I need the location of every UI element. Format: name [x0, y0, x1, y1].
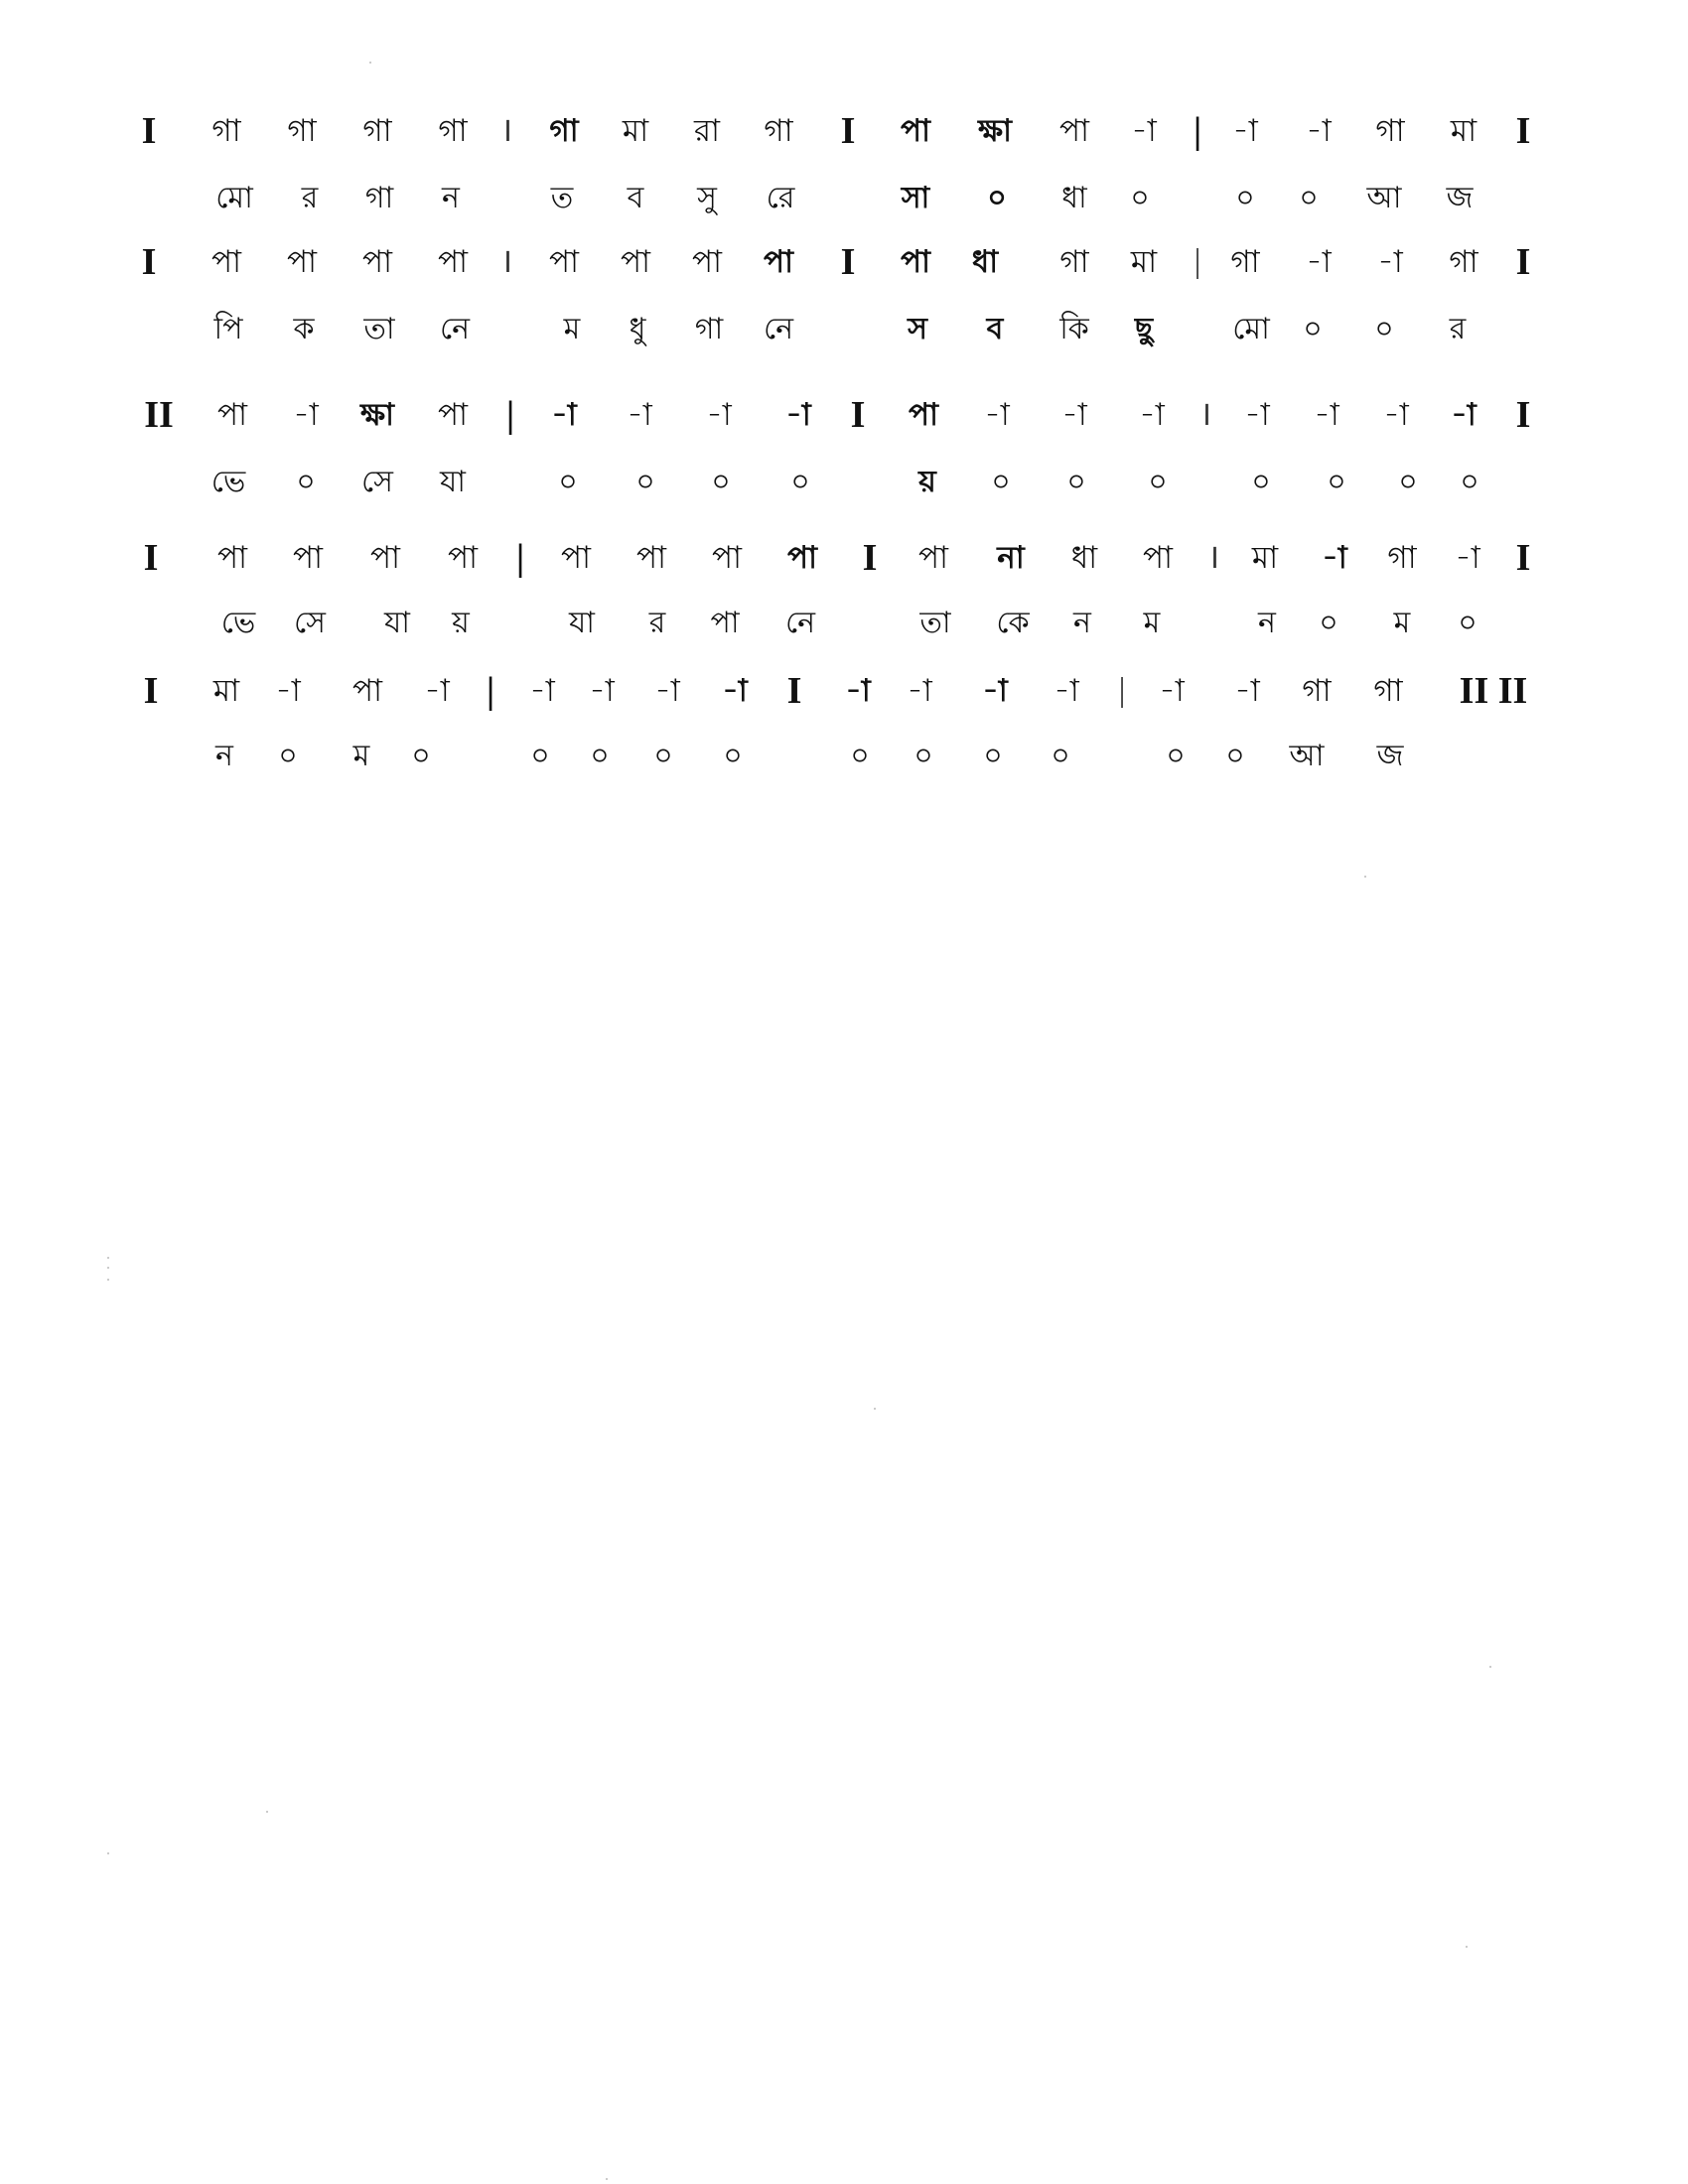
- lyric-syllable: ০: [1051, 739, 1070, 773]
- note: পা: [292, 540, 324, 576]
- note: গা: [1302, 673, 1332, 709]
- lyric-syllable: ০: [558, 465, 578, 499]
- lyric-syllable: ভে: [211, 465, 246, 499]
- note: -া: [293, 397, 319, 433]
- scan-speck: [1489, 1666, 1491, 1668]
- note: ধা: [1070, 540, 1098, 576]
- lyric-syllable: ০: [790, 465, 810, 499]
- note: -া: [1451, 397, 1477, 433]
- lyric-syllable: ০: [1458, 606, 1477, 640]
- note: গা: [362, 113, 392, 149]
- notation-row-4-lyrics: [0, 602, 1688, 645]
- lyric-syllable: স: [908, 312, 927, 346]
- note: -া: [982, 673, 1008, 709]
- note: পা: [361, 244, 393, 280]
- note: গা: [1449, 244, 1478, 280]
- lyric-syllable: য়: [918, 465, 936, 499]
- lyric-syllable: ০: [711, 465, 731, 499]
- note: গা: [1059, 244, 1089, 280]
- notation-row-1-lyrics: [0, 177, 1688, 220]
- lyric-syllable: কে: [996, 606, 1030, 640]
- lyric-syllable: গা: [694, 312, 724, 346]
- note: -া: [1131, 113, 1157, 149]
- beat-separator: ।: [1206, 539, 1220, 576]
- note: গা: [211, 113, 241, 149]
- lyric-syllable: ০: [411, 739, 431, 773]
- note: ক্ষা: [977, 113, 1013, 149]
- lyric-syllable: গা: [364, 181, 394, 215]
- note: -া: [706, 397, 732, 433]
- note: পা: [908, 397, 939, 433]
- scan-speck: [107, 1267, 109, 1269]
- end-barline: II II: [1459, 670, 1528, 712]
- beat-separator: |: [1194, 243, 1201, 280]
- lyric-syllable: সা: [901, 181, 930, 215]
- scan-speck: [1466, 1946, 1468, 1948]
- note: পা: [352, 673, 383, 709]
- lyric-syllable: ০: [1130, 181, 1150, 215]
- lyric-syllable: ০: [1066, 465, 1086, 499]
- note: পা: [211, 244, 242, 280]
- note: পা: [786, 540, 818, 576]
- lyric-syllable: ধা: [1061, 181, 1087, 215]
- beat-separator: ।: [499, 112, 513, 149]
- lyric-syllable: জ: [1446, 181, 1474, 215]
- note: পা: [437, 397, 469, 433]
- lyric-syllable: র: [648, 606, 666, 640]
- lyric-syllable: আ: [1289, 739, 1325, 773]
- lyric-syllable: যা: [384, 606, 410, 640]
- lyric-syllable: নে: [763, 312, 794, 346]
- lyric-syllable: ০: [850, 739, 870, 773]
- lyric-syllable: ম: [1393, 606, 1411, 640]
- lyric-syllable: ০: [914, 739, 933, 773]
- lyric-syllable: ০: [1319, 606, 1338, 640]
- lyric-syllable: কি: [1059, 312, 1089, 346]
- note: পা: [286, 244, 318, 280]
- lyric-syllable: ০: [1148, 465, 1168, 499]
- notation-row-5-notes: [0, 669, 1688, 713]
- lyric-syllable: পা: [710, 606, 740, 640]
- note: পা: [635, 540, 667, 576]
- beat-separator: |: [1118, 672, 1126, 709]
- barline: I: [1515, 241, 1531, 283]
- lyric-syllable: ০: [723, 739, 743, 773]
- note: পা: [1142, 540, 1174, 576]
- notation-row-1-notes: [0, 109, 1688, 153]
- note: -া: [984, 397, 1010, 433]
- note: মা: [1251, 540, 1279, 576]
- note: -া: [424, 673, 450, 709]
- notation-row-5-lyrics: [0, 735, 1688, 778]
- lyric-syllable: মো: [215, 181, 253, 215]
- beat-separator: |: [505, 394, 515, 436]
- lyric-syllable: ০: [991, 465, 1011, 499]
- lyric-syllable: ০: [1460, 465, 1479, 499]
- note: -া: [785, 397, 811, 433]
- note: পা: [548, 244, 580, 280]
- lyric-syllable: ০: [1303, 312, 1323, 346]
- note: পা: [560, 540, 592, 576]
- note: পা: [711, 540, 743, 576]
- note: গা: [549, 113, 579, 149]
- note: -া: [1159, 673, 1185, 709]
- note: পা: [437, 244, 469, 280]
- lyric-syllable: ন: [1073, 606, 1091, 640]
- notation-row-2-lyrics: [0, 308, 1688, 351]
- lyric-syllable: ব: [986, 312, 1004, 346]
- lyric-syllable: ০: [1299, 181, 1319, 215]
- lyric-syllable: তা: [363, 312, 395, 346]
- note: -া: [275, 673, 301, 709]
- note: -া: [1306, 244, 1332, 280]
- note: -া: [1054, 673, 1079, 709]
- lyric-syllable: ০: [635, 465, 655, 499]
- lyric-syllable: তা: [919, 606, 951, 640]
- lyric-syllable: রে: [766, 181, 795, 215]
- barline: I: [840, 241, 856, 283]
- lyric-syllable: ০: [1251, 465, 1271, 499]
- notation-row-3-notes: [0, 393, 1688, 437]
- lyric-syllable: ভে: [220, 606, 256, 640]
- note: পা: [900, 113, 931, 149]
- note: গা: [1373, 673, 1403, 709]
- note: পা: [763, 244, 794, 280]
- lyric-syllable: নে: [784, 606, 816, 640]
- note: পা: [917, 540, 949, 576]
- note: -া: [529, 673, 555, 709]
- note: গা: [438, 113, 468, 149]
- beat-separator: ।: [499, 243, 513, 280]
- beat-separator: |: [515, 537, 525, 579]
- notation-row-2-notes: [0, 240, 1688, 284]
- note: মা: [212, 673, 240, 709]
- scan-speck: [266, 1811, 268, 1813]
- lyric-syllable: য়: [452, 606, 470, 640]
- lyric-syllable: ক: [293, 312, 315, 346]
- lyric-syllable: র: [1449, 312, 1467, 346]
- beat-separator: ।: [1198, 396, 1212, 433]
- scan-speck: [1364, 876, 1366, 878]
- lyric-syllable: ধু: [629, 312, 646, 346]
- lyric-syllable: ০: [1327, 465, 1346, 499]
- lyric-syllable: সু: [697, 181, 717, 215]
- lyric-syllable: মো: [1232, 312, 1270, 346]
- note: -া: [551, 397, 577, 433]
- scan-speck: [369, 62, 371, 64]
- barline: I: [141, 241, 157, 283]
- note: -া: [1139, 397, 1165, 433]
- note: গা: [764, 113, 793, 149]
- beat-separator: |: [1193, 110, 1202, 152]
- lyric-syllable: ০: [296, 465, 316, 499]
- note: ধা: [971, 244, 999, 280]
- note: পা: [1058, 113, 1090, 149]
- lyric-syllable: ম: [563, 312, 581, 346]
- barline: I: [862, 537, 878, 579]
- lyric-syllable: সে: [361, 465, 393, 499]
- note: পা: [691, 244, 723, 280]
- lyric-syllable: ন: [215, 739, 233, 773]
- lyric-syllable: ০: [278, 739, 298, 773]
- note: গা: [287, 113, 317, 149]
- scan-speck: [107, 1257, 109, 1259]
- note: না: [997, 540, 1025, 576]
- lyric-syllable: ০: [653, 739, 673, 773]
- lyric-syllable: আ: [1366, 181, 1402, 215]
- barline: II: [144, 394, 174, 436]
- note: মা: [1450, 113, 1477, 149]
- note: মা: [622, 113, 649, 149]
- lyric-syllable: র: [301, 181, 319, 215]
- barline: I: [143, 537, 159, 579]
- scan-speck: [107, 1279, 109, 1281]
- barline: I: [143, 670, 159, 712]
- notation-row-3-lyrics: [0, 461, 1688, 504]
- lyric-syllable: ম: [352, 739, 370, 773]
- lyric-syllable: সে: [294, 606, 326, 640]
- note: -া: [1322, 540, 1347, 576]
- note: -া: [1232, 113, 1258, 149]
- barline: I: [840, 110, 856, 152]
- barline: I: [141, 110, 157, 152]
- note: পা: [620, 244, 651, 280]
- note: পা: [900, 244, 931, 280]
- note: -া: [1383, 397, 1409, 433]
- scan-speck: [107, 1852, 109, 1854]
- note: গা: [1387, 540, 1417, 576]
- note: -া: [589, 673, 615, 709]
- note: রা: [693, 113, 721, 149]
- lyric-syllable: ০: [983, 739, 1003, 773]
- note: -া: [907, 673, 932, 709]
- note: গা: [1375, 113, 1405, 149]
- note: -া: [1314, 397, 1339, 433]
- note: পা: [216, 397, 248, 433]
- lyric-syllable: ০: [590, 739, 610, 773]
- lyric-syllable: ০: [987, 181, 1007, 215]
- notation-row-4-notes: [0, 536, 1688, 580]
- barline: I: [786, 670, 802, 712]
- lyric-syllable: ০: [1398, 465, 1418, 499]
- note: -া: [1244, 397, 1270, 433]
- lyric-syllable: যা: [569, 606, 595, 640]
- lyric-syllable: নে: [439, 312, 471, 346]
- note: পা: [216, 540, 248, 576]
- note: -া: [654, 673, 680, 709]
- note: মা: [1130, 244, 1158, 280]
- lyric-syllable: ০: [530, 739, 550, 773]
- note: ক্ষা: [359, 397, 395, 433]
- lyric-syllable: ০: [1166, 739, 1186, 773]
- note: গা: [1230, 244, 1260, 280]
- lyric-syllable: ন: [1258, 606, 1276, 640]
- note: পা: [447, 540, 479, 576]
- note: -া: [1377, 244, 1403, 280]
- lyric-syllable: জ: [1376, 739, 1404, 773]
- note: পা: [369, 540, 401, 576]
- barline: I: [1515, 110, 1531, 152]
- beat-separator: |: [486, 670, 495, 712]
- lyric-syllable: ০: [1374, 312, 1394, 346]
- note: -া: [1455, 540, 1480, 576]
- lyric-syllable: ০: [1235, 181, 1255, 215]
- lyric-syllable: যা: [440, 465, 466, 499]
- scan-speck: [874, 1408, 876, 1410]
- lyric-syllable: পি: [213, 312, 243, 346]
- scan-speck: [606, 2178, 608, 2180]
- lyric-syllable: ব: [627, 181, 644, 215]
- note: -া: [722, 673, 748, 709]
- lyric-syllable: ম: [1143, 606, 1161, 640]
- note: -া: [1061, 397, 1087, 433]
- note: -া: [845, 673, 871, 709]
- lyric-syllable: ছু: [1134, 312, 1154, 346]
- barline: I: [1515, 537, 1531, 579]
- lyric-syllable: ন: [442, 181, 460, 215]
- lyric-syllable: ০: [1225, 739, 1245, 773]
- note: -া: [1234, 673, 1260, 709]
- barline: I: [1515, 394, 1531, 436]
- note: -া: [1306, 113, 1332, 149]
- barline: I: [850, 394, 866, 436]
- note: -া: [627, 397, 652, 433]
- lyric-syllable: ত: [550, 181, 574, 215]
